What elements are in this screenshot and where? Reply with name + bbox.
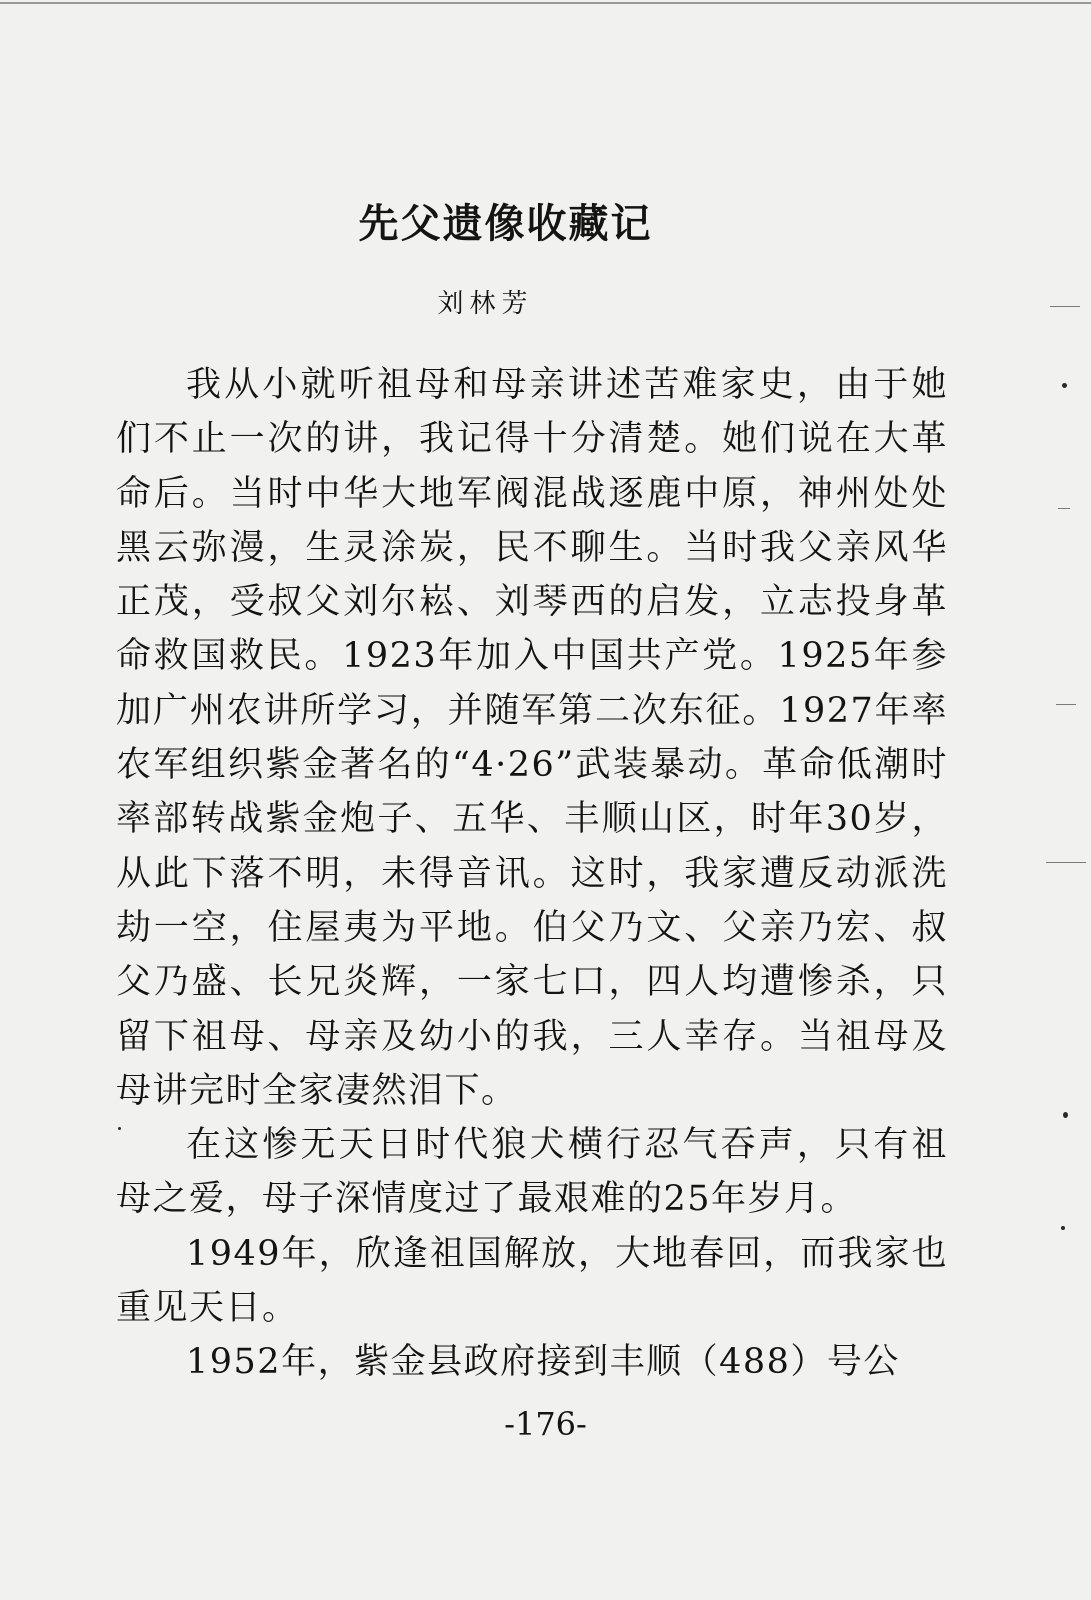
paragraph-family-history: 我从小就听祖母和母亲讲述苦难家史，由于她们不止一次的讲，我记得十分清楚。她们说在大革命后。当时中华大地军阀混战逐鹿中原，神州处处黑云弥漫，生灵涂炭，民不聊生。当时我父亲风华正茂，受叔父刘尔崧、刘琴西的启发，立志投身革命救国救民。1923年加入中国共产党。1925年参加广州农讲所学习，并随军第二次东征。1927年率农军组织紫金著名的“4·26”武装暴动。革命低潮时率部转战紫金炮子、五华、丰顺山区，时年30岁，从此下落不明，未得音讯。这时，我家遭反动派洗劫一空，住屋夷为平地。伯父乃文、父亲乃宏、叔父乃盛、长兄炎辉，一家七口，四人均遭惨杀，只留下祖母、母亲及幼小的我，三人幸存。当祖母及母讲完时全家凄然泪下。 bbox=[116, 365, 948, 1111]
scan-speck bbox=[1061, 1226, 1065, 1230]
top-border-rule bbox=[0, 2, 1091, 4]
paragraph-hard-years: 在这惨无天日时代狼犬横行忍气吞声，只有祖母之爱，母子深情度过了最艰难的25年岁月。 bbox=[116, 1125, 948, 1220]
page-number: -176- bbox=[504, 1405, 587, 1443]
article-author: 刘林芳 bbox=[437, 289, 534, 319]
scan-edge-mark bbox=[1050, 306, 1080, 307]
scan-edge-mark bbox=[1058, 508, 1070, 509]
article-title: 先父遗像收藏记 bbox=[358, 201, 653, 247]
paragraph-liberation: 1949年，欣逢祖国解放，大地春回，而我家也重见天日。 bbox=[116, 1233, 948, 1329]
scan-speck bbox=[1062, 383, 1067, 388]
scan-speck bbox=[1063, 1112, 1068, 1118]
scan-speck bbox=[118, 1127, 121, 1130]
scan-edge-mark bbox=[1046, 862, 1086, 863]
paragraph-1952: 1952年，紫金县政府接到丰顺（488）号公 bbox=[186, 1342, 900, 1383]
article-body bbox=[116, 358, 948, 1390]
scan-edge-mark bbox=[1056, 704, 1076, 705]
